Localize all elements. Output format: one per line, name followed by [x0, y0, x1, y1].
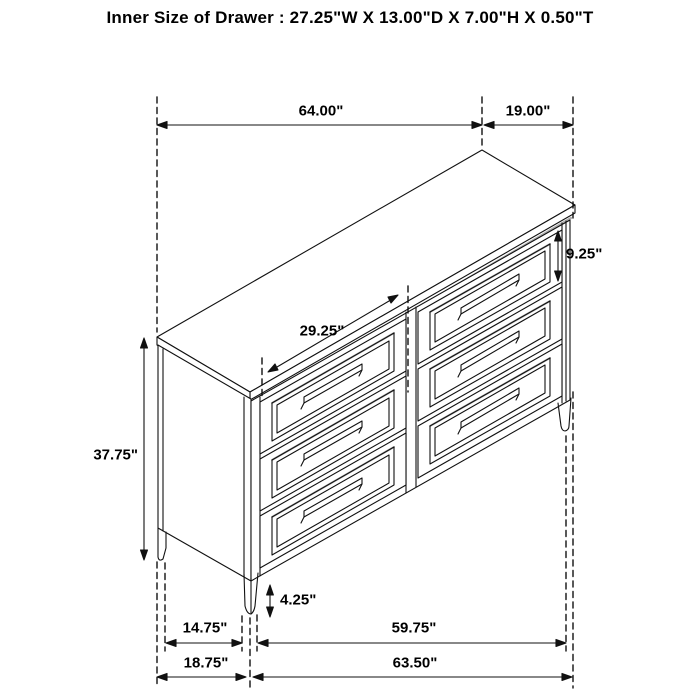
dim-label-overall-height: 37.75"	[93, 446, 138, 464]
dim-label-top-drawer-height: 9.25"	[566, 245, 603, 263]
diagram-title: Inner Size of Drawer : 27.25"W X 13.00"D X 7.00"H X 0.50"T	[106, 8, 594, 27]
dim-label-bottom-side-depth: 14.75"	[182, 619, 228, 637]
dim-label-top-side-depth: 19.00"	[505, 102, 551, 120]
dim-label-bottom-side-overall: 18.75"	[183, 654, 229, 672]
dim-label-leg-height: 4.25"	[280, 591, 317, 609]
dim-label-drawer-front-width: 29.25"	[299, 322, 345, 340]
dim-label-bottom-front-leg-span: 59.75"	[391, 619, 437, 637]
dim-label-bottom-front-overall: 63.50"	[392, 654, 438, 672]
front-left-leg	[244, 573, 258, 614]
dim-label-top-back-width: 64.00"	[298, 102, 344, 120]
dresser-drawing	[157, 150, 575, 614]
back-left-leg	[158, 528, 166, 560]
